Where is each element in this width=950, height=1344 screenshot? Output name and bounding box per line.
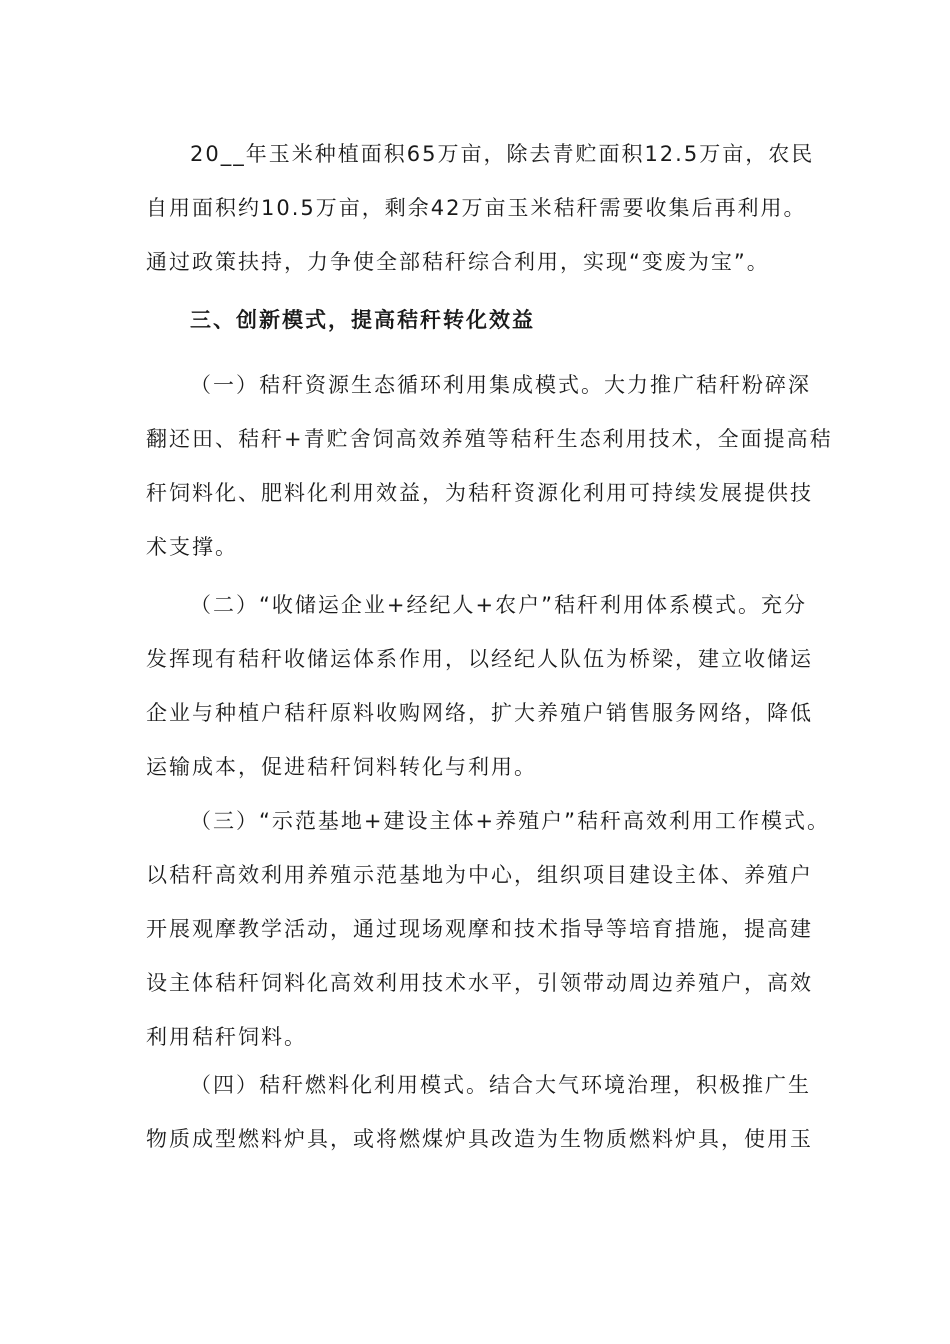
paragraph-line: 利用秸秆饲料。 <box>146 1025 307 1049</box>
paragraph-collection-storage-mode <box>146 578 813 794</box>
paragraph-line: 开展观摩教学活动，通过现场观摩和技术指导等培育措施，提高建 <box>146 917 813 941</box>
paragraph-line: 术支撑。 <box>146 535 238 559</box>
paragraph-line: 企业与种植户秸秆原料收购网络，扩大养殖户销售服务网络，降低 <box>146 701 813 725</box>
paragraph-line: 运输成本，促进秸秆饲料转化与利用。 <box>146 755 537 779</box>
paragraph-line: 设主体秸秆饲料化高效利用技术水平，引领带动周边养殖户，高效 <box>146 971 813 995</box>
paragraph-line: 20__年玉米种植面积65万亩，除去青贮面积12.5万亩，农民 <box>190 142 815 166</box>
paragraph-line: 翻还田、秸秆+青贮舍饲高效养殖等秸秆生态利用技术，全面提高秸 <box>146 427 833 451</box>
paragraph-line: 发挥现有秸秆收储运体系作用，以经纪人队伍为桥梁，建立收储运 <box>146 647 813 671</box>
section-heading-block <box>146 293 806 347</box>
paragraph-line: 以秸秆高效利用养殖示范基地为中心，组织项目建设主体、养殖户 <box>146 863 813 887</box>
paragraph-ecological-cycle-mode <box>146 358 833 574</box>
paragraph-line: （四）秸秆燃料化利用模式。结合大气环境治理，积极推广生 <box>190 1073 811 1097</box>
section-heading: 三、创新模式，提高秸秆转化效益 <box>190 308 535 332</box>
paragraph-line: 秆饲料化、肥料化利用效益，为秸秆资源化利用可持续发展提供技 <box>146 481 813 505</box>
paragraph-fuel-utilization-mode <box>146 1058 813 1166</box>
paragraph-line: 物质成型燃料炉具，或将燃煤炉具改造为生物质燃料炉具，使用玉 <box>146 1127 813 1151</box>
paragraph-line: （一）秸秆资源生态循环利用集成模式。大力推广秸秆粉碎深 <box>190 373 811 397</box>
paragraph-line: （二）“收储运企业+经纪人+农户”秸秆利用体系模式。充分 <box>190 593 807 617</box>
paragraph-line: 通过政策扶持，力争使全部秸秆综合利用，实现“变废为宝”。 <box>146 250 770 274</box>
paragraph-demonstration-base-mode <box>146 794 830 1064</box>
paragraph-corn-area <box>146 127 815 289</box>
paragraph-line: 自用面积约10.5万亩，剩余42万亩玉米秸秆需要收集后再利用。 <box>146 196 807 220</box>
paragraph-line: （三）“示范基地+建设主体+养殖户”秸秆高效利用工作模式。 <box>190 809 830 833</box>
